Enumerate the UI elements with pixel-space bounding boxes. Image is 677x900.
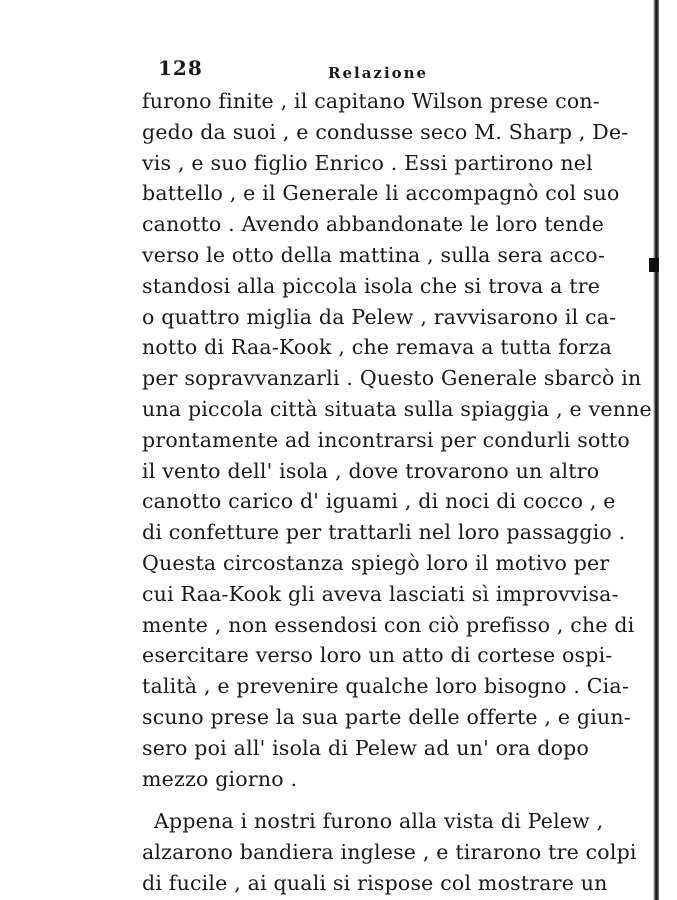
text-line: una piccola città situata sulla spiaggia , e venne [142,396,652,421]
body-text [142,86,652,899]
text-line: standosi alla piccola isola che si trova a tre [142,273,601,298]
text-line: talità , e prevenire qualche loro bisogno . Cia- [142,674,629,699]
paragraph-gap [142,794,578,806]
binding-mark [649,258,659,272]
text-line: prontamente ad incontrarsi per condurli sotto [142,427,630,452]
text-line: Appena i nostri furono alla vista di Pelew , [154,809,604,834]
text-line: o quattro miglia da Pelew , ravvisarono il ca- [142,304,617,329]
text-line: mezzo giorno . [142,766,298,791]
page-binding-edge [653,0,659,900]
text-line: di confetture per trattarli nel loro passaggio . [142,520,626,545]
paragraph-1 [142,86,652,794]
text-line: di fucile , ai quali si rispose col mostrare un [142,870,608,895]
text-line: canotto carico d' iguami , di noci di cocco , e [142,489,616,514]
text-line: Questa circostanza spiegò loro il motivo per [142,550,610,575]
running-head: Relazione [328,64,429,82]
text-line: canotto . Avendo abbandonate le loro tende [142,212,605,237]
text-line: battello , e il Generale li accompagnò col suo [142,181,620,206]
text-line: scuno prese la sua parte delle offerte , e giun- [142,704,631,729]
text-line: per sopravvanzarli . Questo Generale sbarcò in [142,366,642,391]
text-line: furono finite , il capitano Wilson prese con- [142,89,600,113]
text-line: cui Raa-Kook gli aveva lasciati sì improvvisa- [142,581,619,606]
page-number: 128 [158,56,203,80]
text-line: vis , e suo figlio Enrico . Essi partirono nel [142,150,593,175]
text-line: esercitare verso loro un atto di cortese ospi- [142,643,613,668]
text-line: verso le otto della mattina , sulla sera acco- [142,242,605,267]
text-line: sero poi all' isola di Pelew ad un' ora dopo [142,735,590,760]
text-line: mente , non essendosi con ciò prefisso , che di [142,612,635,637]
paragraph-2 [142,806,637,898]
text-line: notto di Raa-Kook , che remava a tutta forza [142,335,612,360]
text-line: gedo da suoi , e condusse seco M. Sharp , De- [142,119,629,144]
text-line: alzarono bandiera inglese , e tirarono tre colpi [142,840,637,865]
text-line: il vento dell' isola , dove trovarono un altro [142,458,600,483]
